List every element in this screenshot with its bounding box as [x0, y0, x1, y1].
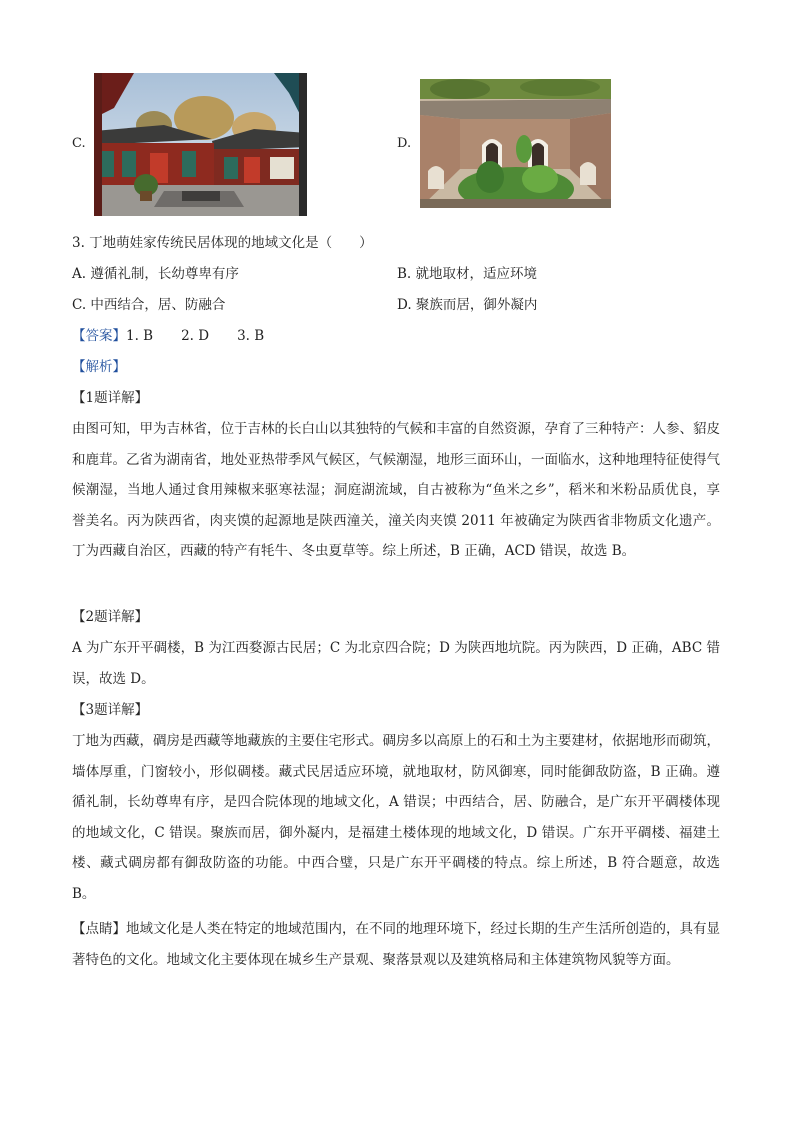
courtyard-house-image [94, 73, 307, 216]
analysis-label: 【解析】 [72, 359, 126, 375]
option-d: D. 聚族而居，御外凝内 [397, 297, 538, 313]
cave-dwelling-image [420, 79, 611, 208]
option-d-label: D. [397, 136, 412, 151]
option-b: B. 就地取材，适应环境 [397, 266, 538, 282]
question-stem: 3. 丁地萌娃家传统民居体现的地域文化是（ ） [72, 235, 373, 251]
answer-2: 2. D [181, 328, 210, 344]
point-paragraph [72, 914, 720, 975]
option-c: C. 中西结合，居、防融合 [72, 297, 226, 313]
q3-paragraph: 丁地为西藏，碉房是西藏等地藏族的主要住宅形式。碉房多以高原上的石和土为主要建材，依据地形而砌筑，墙体厚重，门窗较小，形似碉楼。藏式民居适应环境，就地取材，防风御寒，同时能御敌防盗，B 正确。遵循礼制，长幼尊卑有序，是四合院体现的地域文化，A 错误；中西结合，居、防融合，是广东开平碉楼体现的地域文化，C 错误。聚族而居，御外凝内，是福建土楼体现的地域文化，D 错误。广东开平碉楼、福建土楼、藏式碉房都有御敌防盗的功能。中西合璧，只是广东开平碉楼的特点。综上所述，B 符合题意，故选 B。 [72, 733, 720, 902]
point-text: 地域文化是人类在特定的地域范围内，在不同的地理环境下，经过长期的生产生活所创造的，具有显著特色的文化。地域文化主要体现在城乡生产景观、聚落景观以及建筑格局和主体建筑物风貌等方面。 [72, 921, 720, 968]
q2-heading: 【2题详解】 [72, 609, 149, 625]
q2-paragraph: A 为广东开平碉楼，B 为江西婺源古民居；C 为北京四合院；D 为陕西地坑院。丙为陕西，D 正确，ABC 错误，故选 D。 [72, 640, 720, 687]
answer-line [72, 326, 264, 346]
q1-paragraph: 由图可知，甲为吉林省，位于吉林的长白山以其独特的气候和丰富的自然资源，孕育了三种特产：人参、貂皮和鹿茸。乙省为湖南省，地处亚热带季风气候区，气候潮湿，地形三面环山，一面临水，这种地理特征使得气候潮湿，当地人通过食用辣椒来驱寒祛湿；洞庭湖流域，自古被称为“鱼米之乡”，稻米和米粉品质优良，享誉美名。丙为陕西省，肉夹馍的起源地是陕西潼关，潼关肉夹馍 2011 年被确定为陕西省非物质文化遗产。丁为西藏自治区，西藏的特产有牦牛、冬虫夏草等。综上所述，B 正确，ACD 错误，故选 B。 [72, 421, 720, 560]
q3-heading: 【3题详解】 [72, 702, 149, 718]
answer-tag: 【答案】 [72, 328, 126, 344]
option-c-label: C. [72, 136, 86, 151]
answer-3: 3. B [237, 328, 265, 344]
option-a: A. 遵循礼制，长幼尊卑有序 [72, 266, 239, 282]
point-tag: 【点睛】 [72, 921, 126, 937]
courtyard-house-photo [94, 73, 307, 216]
answer-1: 1. B [126, 328, 154, 344]
q1-heading: 【1题详解】 [72, 390, 149, 406]
cave-dwelling-photo [420, 79, 611, 208]
analysis-tag [72, 357, 126, 377]
